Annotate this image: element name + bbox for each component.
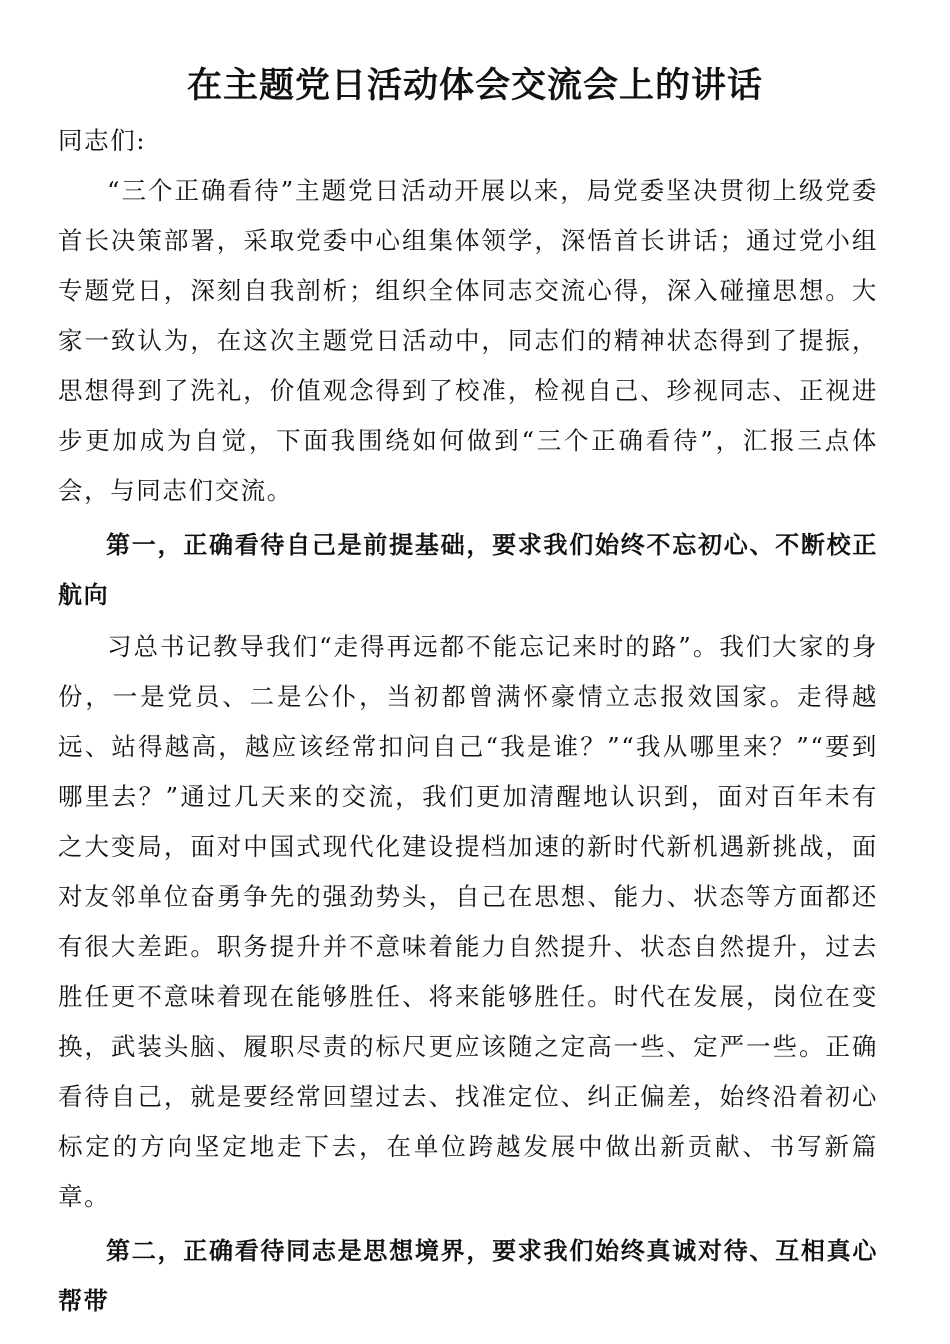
document-body <box>58 116 878 1328</box>
document-title: 在主题党日活动体会交流会上的讲话 <box>186 65 763 106</box>
section-heading-1: 第一，正确看待自己是前提基础，要求我们始终不忘初心、不断校正航向 <box>58 531 878 609</box>
section-1-paragraph: 习总书记教导我们“走得再远都不能忘记来时的路”。我们大家的身份，一是党员、二是公仆，当初都曾满怀豪情立志报效国家。走得越远、站得越高，越应该经常扣问自己“我是谁？”“我从哪里来？”“要到哪里去？”通过几天来的交流，我们更加清醒地认识到，面对百年未有之大变局，面对中国式现代化建设提档加速的新时代新机遇新挑战，面对友邻单位奋勇争先的强劲势头，自己在思想、能力、状态等方面都还有很大差距。职务提升并不意味着能力自然提升、状态自然提升，过去胜任更不意味着现在能够胜任、将来能够胜任。时代在发展，岗位在变换，武装头脑、履职尽责的标尺更应该随之定高一些、定严一些。正确看待自己，就是要经常回望过去、找准定位、纠正偏差，始终沿着初心标定的方向坚定地走下去，在单位跨越发展中做出新贡献、书写新篇章。 <box>58 632 878 1211</box>
salutation: 同志们: <box>58 126 147 155</box>
section-heading-2: 第二，正确看待同志是思想境界，要求我们始终真诚对待、互相真心帮带 <box>58 1237 878 1315</box>
intro-paragraph: “三个正确看待”主题党日活动开展以来，局党委坚决贯彻上级党委首长决策部署，采取党委中心组集体领学，深悟首长讲话；通过党小组专题党日，深刻自我剖析；组织全体同志交流心得，深入碰撞思想。大家一致认为，在这次主题党日活动中，同志们的精神状态得到了提振，思想得到了洗礼，价值观念得到了校准，检视自己、珍视同志、正视进步更加成为自觉，下面我围绕如何做到“三个正确看待”，汇报三点体会，与同志们交流。 <box>58 176 878 505</box>
